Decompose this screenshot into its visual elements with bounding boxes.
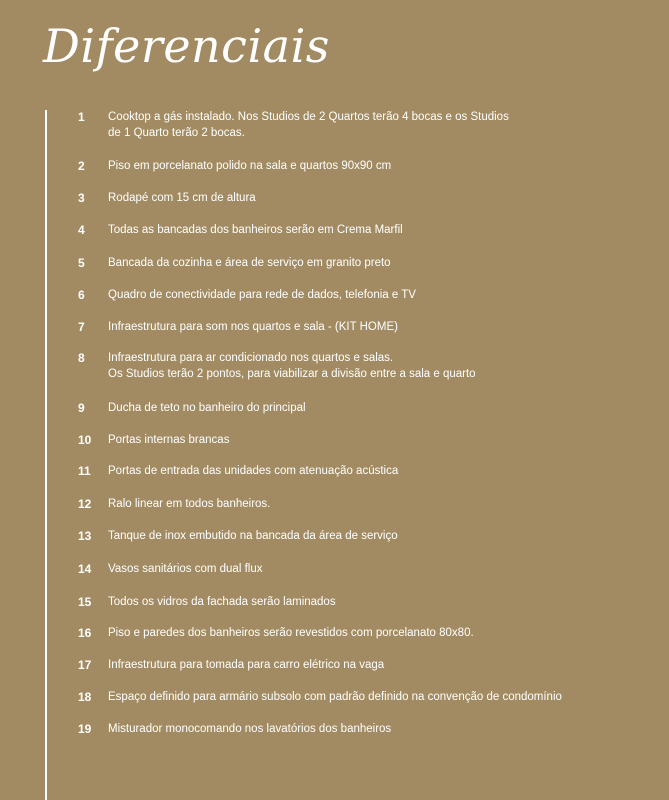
feature-number: 14	[78, 562, 92, 576]
feature-text	[108, 432, 648, 448]
feature-number: 15	[78, 595, 92, 609]
feature-text-line: Piso em porcelanato polido na sala e quartos 90x90 cm	[108, 160, 392, 172]
feature-text-line: de 1 Quarto terão 2 bocas.	[108, 127, 245, 139]
feature-text	[108, 190, 648, 206]
feature-text-line: Portas internas brancas	[108, 434, 230, 446]
feature-text-line: Os Studios terão 2 pontos, para viabilizar a divisão entre a sala e quarto	[108, 368, 476, 380]
feature-number: 18	[78, 690, 92, 704]
feature-text-line: Todas as bancadas dos banheiros serão em Crema Marfil	[108, 224, 403, 236]
feature-number: 12	[78, 497, 92, 511]
feature-text-line: Espaço definido para armário subsolo com padrão definido na convenção de condomínio	[108, 691, 562, 703]
feature-number: 6	[78, 288, 85, 302]
feature-number: 16	[78, 626, 92, 640]
feature-number: 10	[78, 433, 92, 447]
feature-number: 8	[78, 351, 85, 365]
feature-number: 9	[78, 401, 85, 415]
feature-text	[108, 496, 648, 512]
feature-text-line: Ducha de teto no banheiro do principal	[108, 402, 306, 414]
page-title: Diferenciais	[43, 19, 330, 73]
feature-text	[108, 689, 648, 705]
feature-text-line: Ralo linear em todos banheiros.	[108, 498, 271, 510]
feature-text	[108, 594, 648, 610]
feature-text-line: Rodapé com 15 cm de altura	[108, 192, 256, 204]
feature-text-line: Todos os vidros da fachada serão laminados	[108, 596, 336, 608]
feature-number: 7	[78, 320, 85, 334]
feature-text-line: Tanque de inox embutido na bancada da área de serviço	[108, 530, 398, 542]
feature-text-line: Vasos sanitários com dual flux	[108, 563, 263, 575]
feature-text	[108, 400, 648, 416]
feature-text	[108, 625, 648, 641]
feature-text-line: Bancada da cozinha e área de serviço em granito preto	[108, 257, 391, 269]
feature-text	[108, 350, 648, 382]
feature-number: 17	[78, 658, 92, 672]
feature-text	[108, 287, 648, 303]
feature-number: 3	[78, 191, 85, 205]
feature-text	[108, 158, 648, 174]
feature-number: 4	[78, 223, 85, 237]
feature-number: 13	[78, 529, 92, 543]
feature-number: 1	[78, 110, 85, 124]
feature-text-line: Piso e paredes dos banheiros serão revestidos com porcelanato 80x80.	[108, 627, 474, 639]
feature-text-line: Infraestrutura para som nos quartos e sala - (KIT HOME)	[108, 321, 398, 333]
feature-text	[108, 528, 648, 544]
feature-text-line: Portas de entrada das unidades com atenuação acústica	[108, 465, 399, 477]
feature-number: 2	[78, 159, 85, 173]
feature-text-line: Infraestrutura para tomada para carro elétrico na vaga	[108, 659, 385, 671]
feature-text	[108, 109, 648, 141]
feature-text	[108, 463, 648, 479]
feature-text	[108, 319, 648, 335]
feature-text	[108, 255, 648, 271]
feature-number: 5	[78, 256, 85, 270]
feature-text-line: Quadro de conectividade para rede de dados, telefonia e TV	[108, 289, 416, 301]
feature-number: 11	[78, 464, 91, 478]
feature-text-line: Infraestrutura para ar condicionado nos quartos e salas.	[108, 352, 394, 364]
feature-text	[108, 561, 648, 577]
feature-text	[108, 222, 648, 238]
feature-number: 19	[78, 722, 92, 736]
feature-text	[108, 721, 648, 737]
feature-text-line: Cooktop a gás instalado. Nos Studios de 2 Quartos terão 4 bocas e os Studios	[108, 111, 509, 123]
feature-text	[108, 657, 648, 673]
feature-text-line: Misturador monocomando nos lavatórios dos banheiros	[108, 723, 392, 735]
